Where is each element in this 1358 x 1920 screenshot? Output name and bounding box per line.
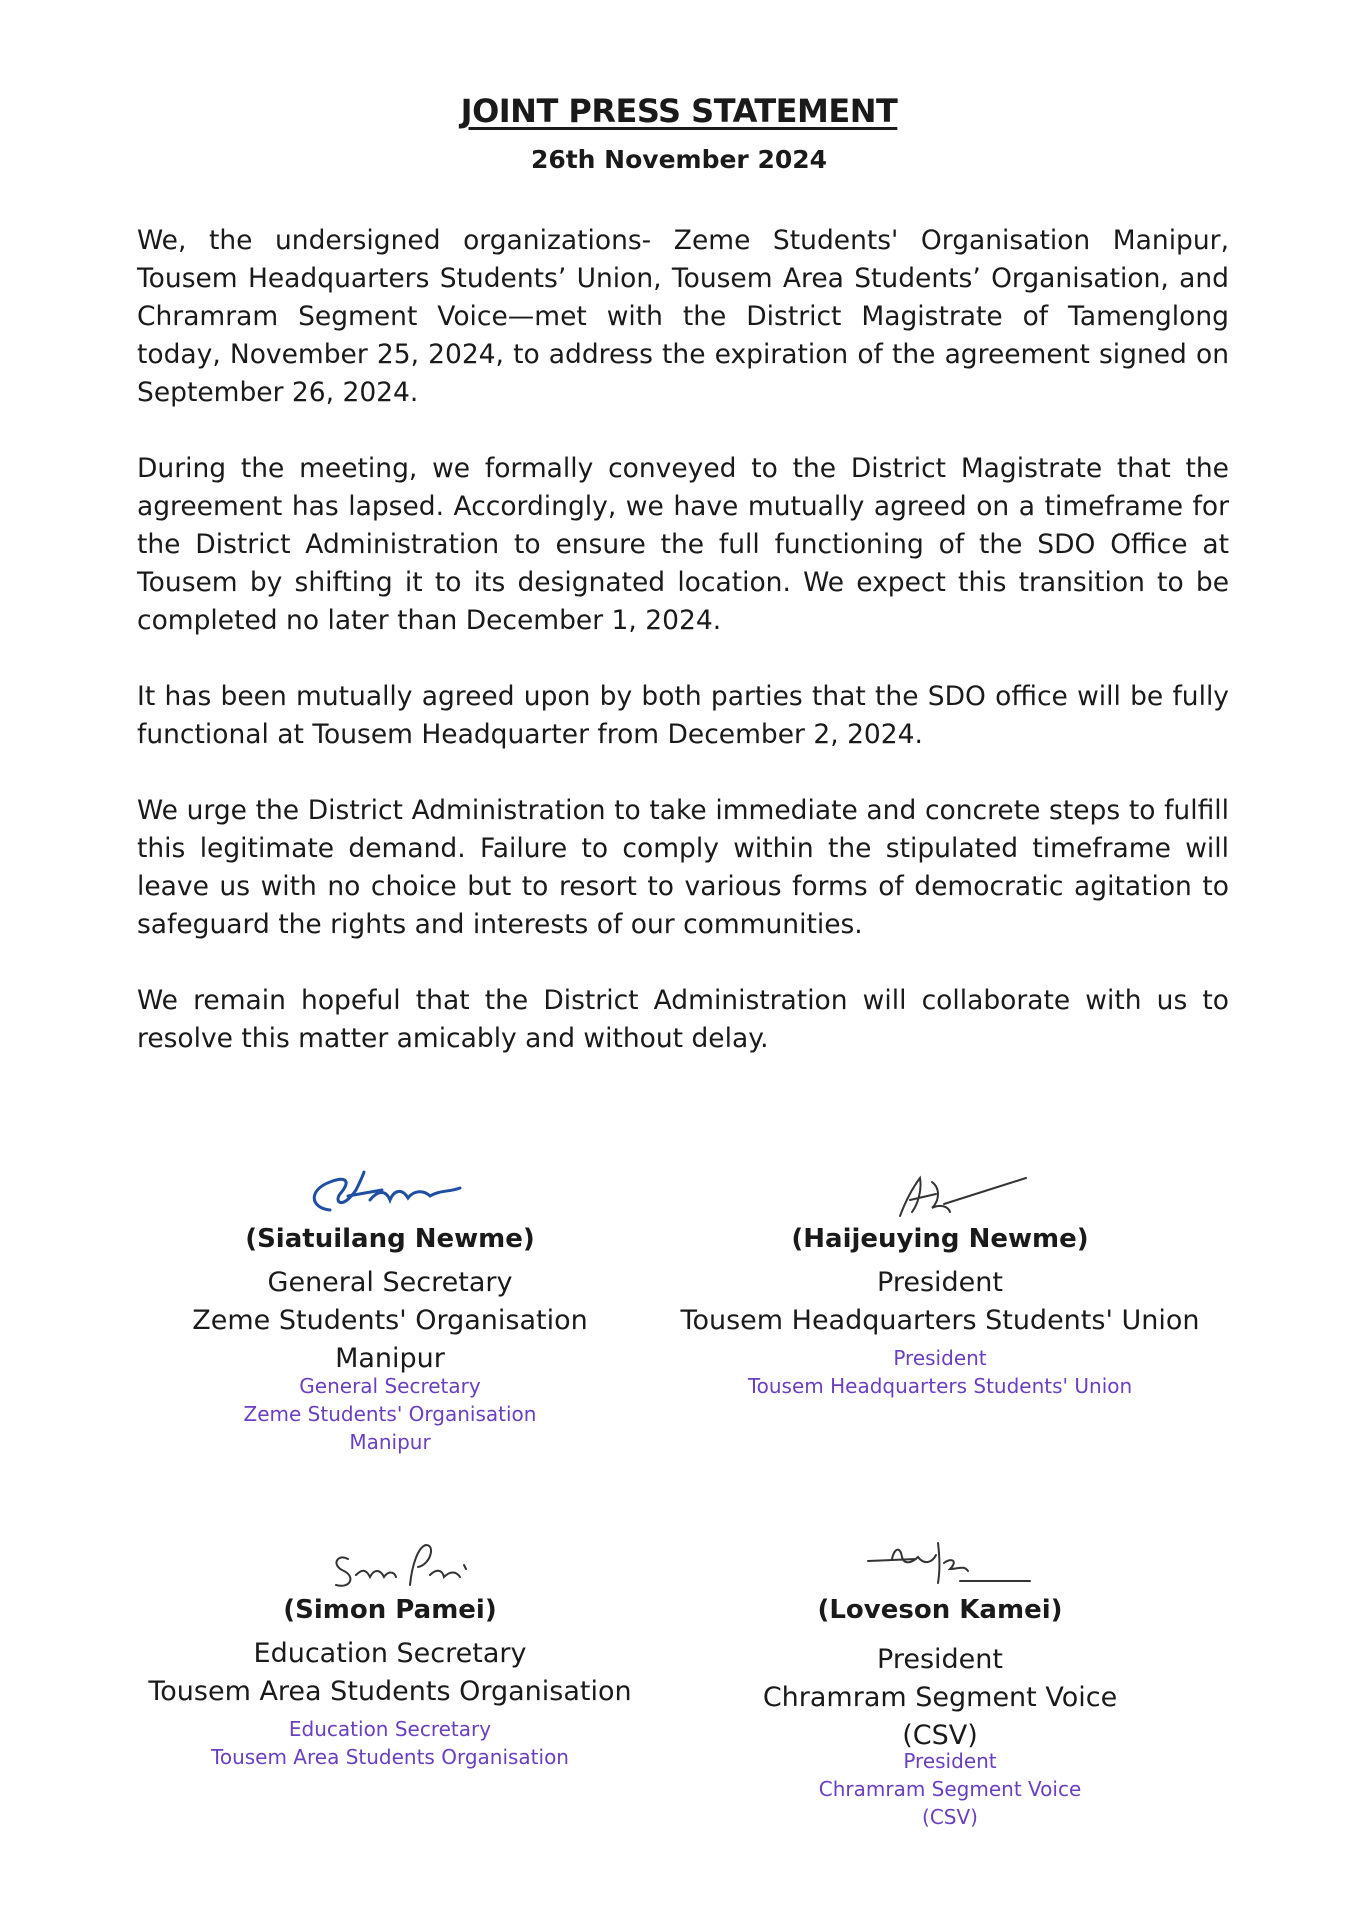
signatory-note: Chramram Segment Voice [818,1777,1082,1801]
signatory-note: Tousem Headquarters Students' Union [747,1374,1133,1398]
signature-image [840,1160,1040,1222]
document-date: 26th November 2024 [530,145,828,174]
signatory-note: (CSV) [922,1805,978,1829]
signatory-org: Manipur [335,1343,445,1374]
document-title: JOINT PRESS STATEMENT [460,92,898,130]
signatory-role: President [877,1644,1003,1675]
signatory-note: Manipur [349,1430,431,1454]
paragraph: We remain hopeful that the District Administration will collaborate with us to resolve this matter amicably and without delay. [137,985,1229,1054]
signatory-name: (Loveson Kamei) [817,1595,1063,1625]
signatory-note: Tousem Area Students Organisation [211,1745,569,1769]
signatory-org: Tousem Headquarters Students' Union [680,1305,1200,1336]
paragraph: It has been mutually agreed upon by both parties that the SDO office will be fully functional at Tousem Headquarter from December 2, 2024. [137,681,1229,750]
signatory-block [160,1160,620,1456]
signature-image [840,1535,1040,1593]
signatory-name: (Siatuilang Newme) [245,1224,535,1254]
signatory-note: General Secretary [299,1374,481,1398]
signatory-role: President [877,1267,1003,1298]
signature-image [290,1160,490,1222]
signatory-role: Education Secretary [253,1638,527,1669]
signatory-org: Chramram Segment Voice [762,1682,1118,1713]
signature-image [290,1535,490,1593]
paragraph: We urge the District Administration to take immediate and concrete steps to fulfill this legitimate demand. Failure to comply within the stipulated timeframe will leave us with no choice but to resort to various forms of democratic agitation to safeguard the rights and interests of our communities. [137,795,1229,940]
signatory-note: Zeme Students' Organisation [243,1402,537,1426]
signatory-name: (Haijeuying Newme) [791,1224,1089,1254]
paragraph: During the meeting, we formally conveyed to the District Magistrate that the agreement has lapsed. Accordingly, we have mutually agreed on a timeframe for the District Administration to ensure the full functioning of the SDO Office at Tousem by shifting it to its designated location. We expect this transition to be completed no later than December 1, 2024. [137,453,1229,636]
statement-body [137,222,1229,1096]
signatory-org: Tousem Area Students Organisation [148,1676,632,1707]
signatory-block [700,1535,1180,1831]
signatory-note: President [903,1749,997,1773]
signatory-org: (CSV) [902,1720,978,1751]
signatory-name: (Simon Pamei) [283,1595,497,1625]
signatory-org: Zeme Students' Organisation [192,1305,588,1336]
signatory-note: President [893,1346,987,1370]
signatory-block [140,1535,640,1771]
signatory-role: General Secretary [267,1267,513,1298]
signatory-note: Education Secretary [288,1717,492,1741]
paragraph: We, the undersigned organizations- Zeme Students' Organisation Manipur, Tousem Headquarters Students’ Union, Tousem Area Students’ Organisation, and Chramram Segment Voice—met with the District Magistrate of Tamenglong today, November 25, 2024, to address the expiration of the agreement signed on September 26, 2024. [137,225,1229,408]
signatory-block [680,1160,1200,1400]
